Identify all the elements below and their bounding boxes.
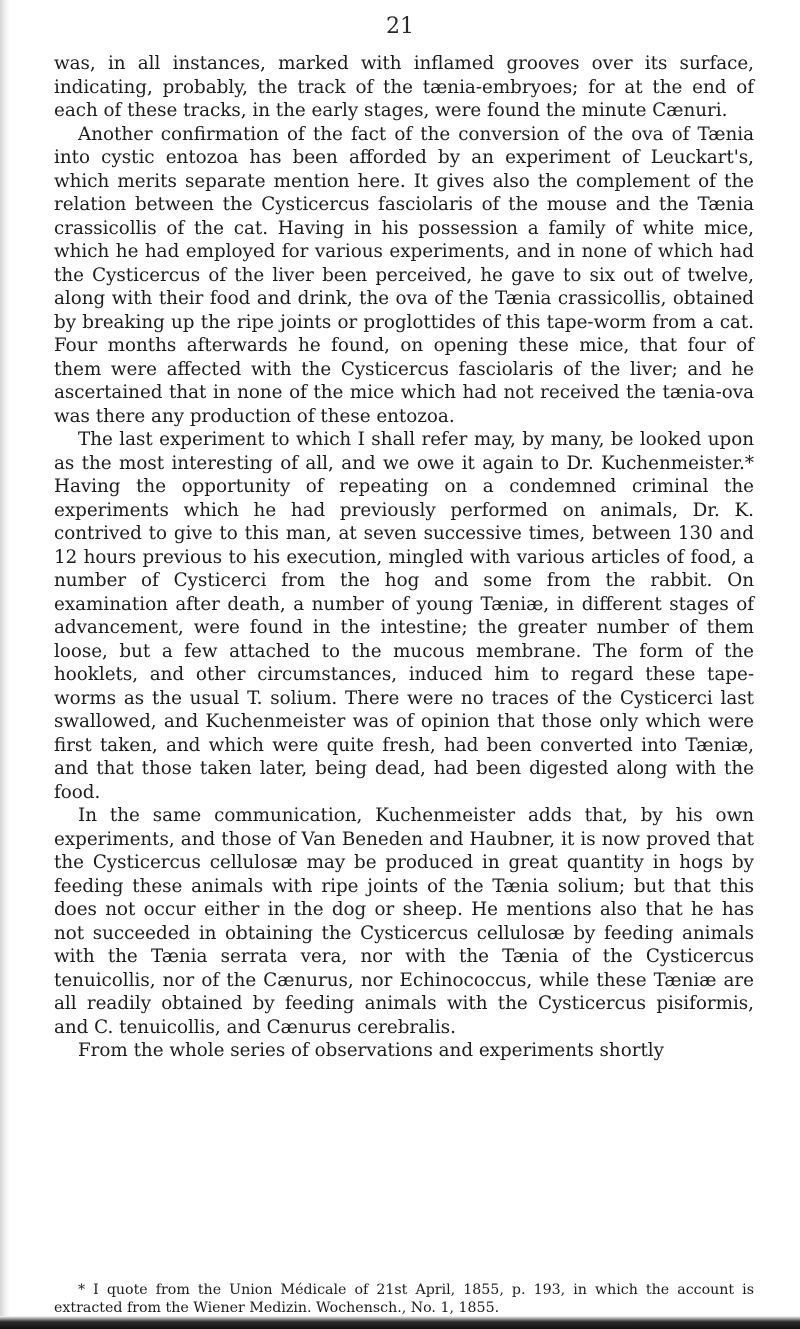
paragraph-communication: In the same communication, Kuchenmeister adds that, by his own experiments, and those of Van Beneden and Haubner, it is now proved that the Cysticercus cellulosæ may be produced in great quantity in hogs by feeding these animals with ripe joints of the Tænia solium; but that this does not occur either in the dog or sheep. He mentions also that he has not succeeded in obtaining the Cysticercus cellulosæ by feeding animals with the Tænia serrata vera, nor with the Tænia of the Cysticercus tenuicollis, nor of the Cænurus, nor Echinococcus, while these Tæniæ are all readily obtained by feeding animals with the Cysticercus pisiformis, and C. tenuicollis, and Cænurus cerebralis.: [54, 805, 754, 1038]
paragraph-observations: From the whole series of observations and experiments shortly: [78, 1040, 664, 1061]
paragraph-leuckart-experiment: Another confirmation of the fact of the conversion of the ova of Tænia into cystic entozoa has been afforded by an experiment of Leuckart's, which merits separate mention here. It gives also the complement of the relation between the Cysticercus fasciolaris of the mouse and the Tænia crassicollis of the cat. Having in his possession a family of white mice, which he had employed for various experiments, and in none of which had the Cysticercus of the liver been perceived, he gave to six out of twelve, along with their food and drink, the ova of the Tænia crassicollis, obtained by breaking up the ripe joints or proglottides of this tape-worm from a cat. Four months afterwards he found, on opening these mice, that four of them were affected with the Cysticercus fasciolaris of the liver; and he ascertained that in none of the mice which had not received the tænia-ova was there any production of these entozoa.: [54, 123, 754, 427]
paragraph-continuation: was, in all instances, marked with inflamed grooves over its surface, indicating, probably, the track of the tænia-embryoes; for at the end of each of these tracks, in the early stages, were found the minute Cænuri.: [54, 53, 754, 121]
paragraph-kuchenmeister-experiment: The last experiment to which I shall refer may, by many, be looked upon as the most interesting of all, and we owe it again to Dr. Kuchenmeister.* Having the opportunity of repeating on a condemned criminal the experiments which he had previously performed on animals, Dr. K. contrived to give to this man, at seven successive times, between 130 and 12 hours previous to his execution, mingled with various articles of food, a number of Cysticerci from the hog and some from the rabbit. On examination after death, a number of young Tæniæ, in different stages of advancement, were found in the intestine; the greater number of them loose, but a few attached to the mucous membrane. The form of the hooklets, and other circumstances, induced him to regard these tape-worms as the usual T. solium. There were no traces of the Cysticerci last swallowed, and Kuchenmeister was of opinion that those only which were first taken, and which were quite fresh, had been converted into Tæniæ, and that those taken later, being dead, had been digested along with the food.: [54, 429, 754, 803]
footnote-text: * I quote from the Union Médicale of 21st April, 1855, p. 193, in which the account is extracted from the Wiener Medizin. Wochensch., No. 1, 1855.: [54, 1282, 754, 1316]
page-edge-shadow: [0, 0, 10, 1329]
page-bottom-shadow: [0, 1316, 800, 1329]
page-number: 21: [386, 14, 414, 39]
body-text: [54, 52, 754, 1063]
footnote: [54, 1281, 754, 1317]
